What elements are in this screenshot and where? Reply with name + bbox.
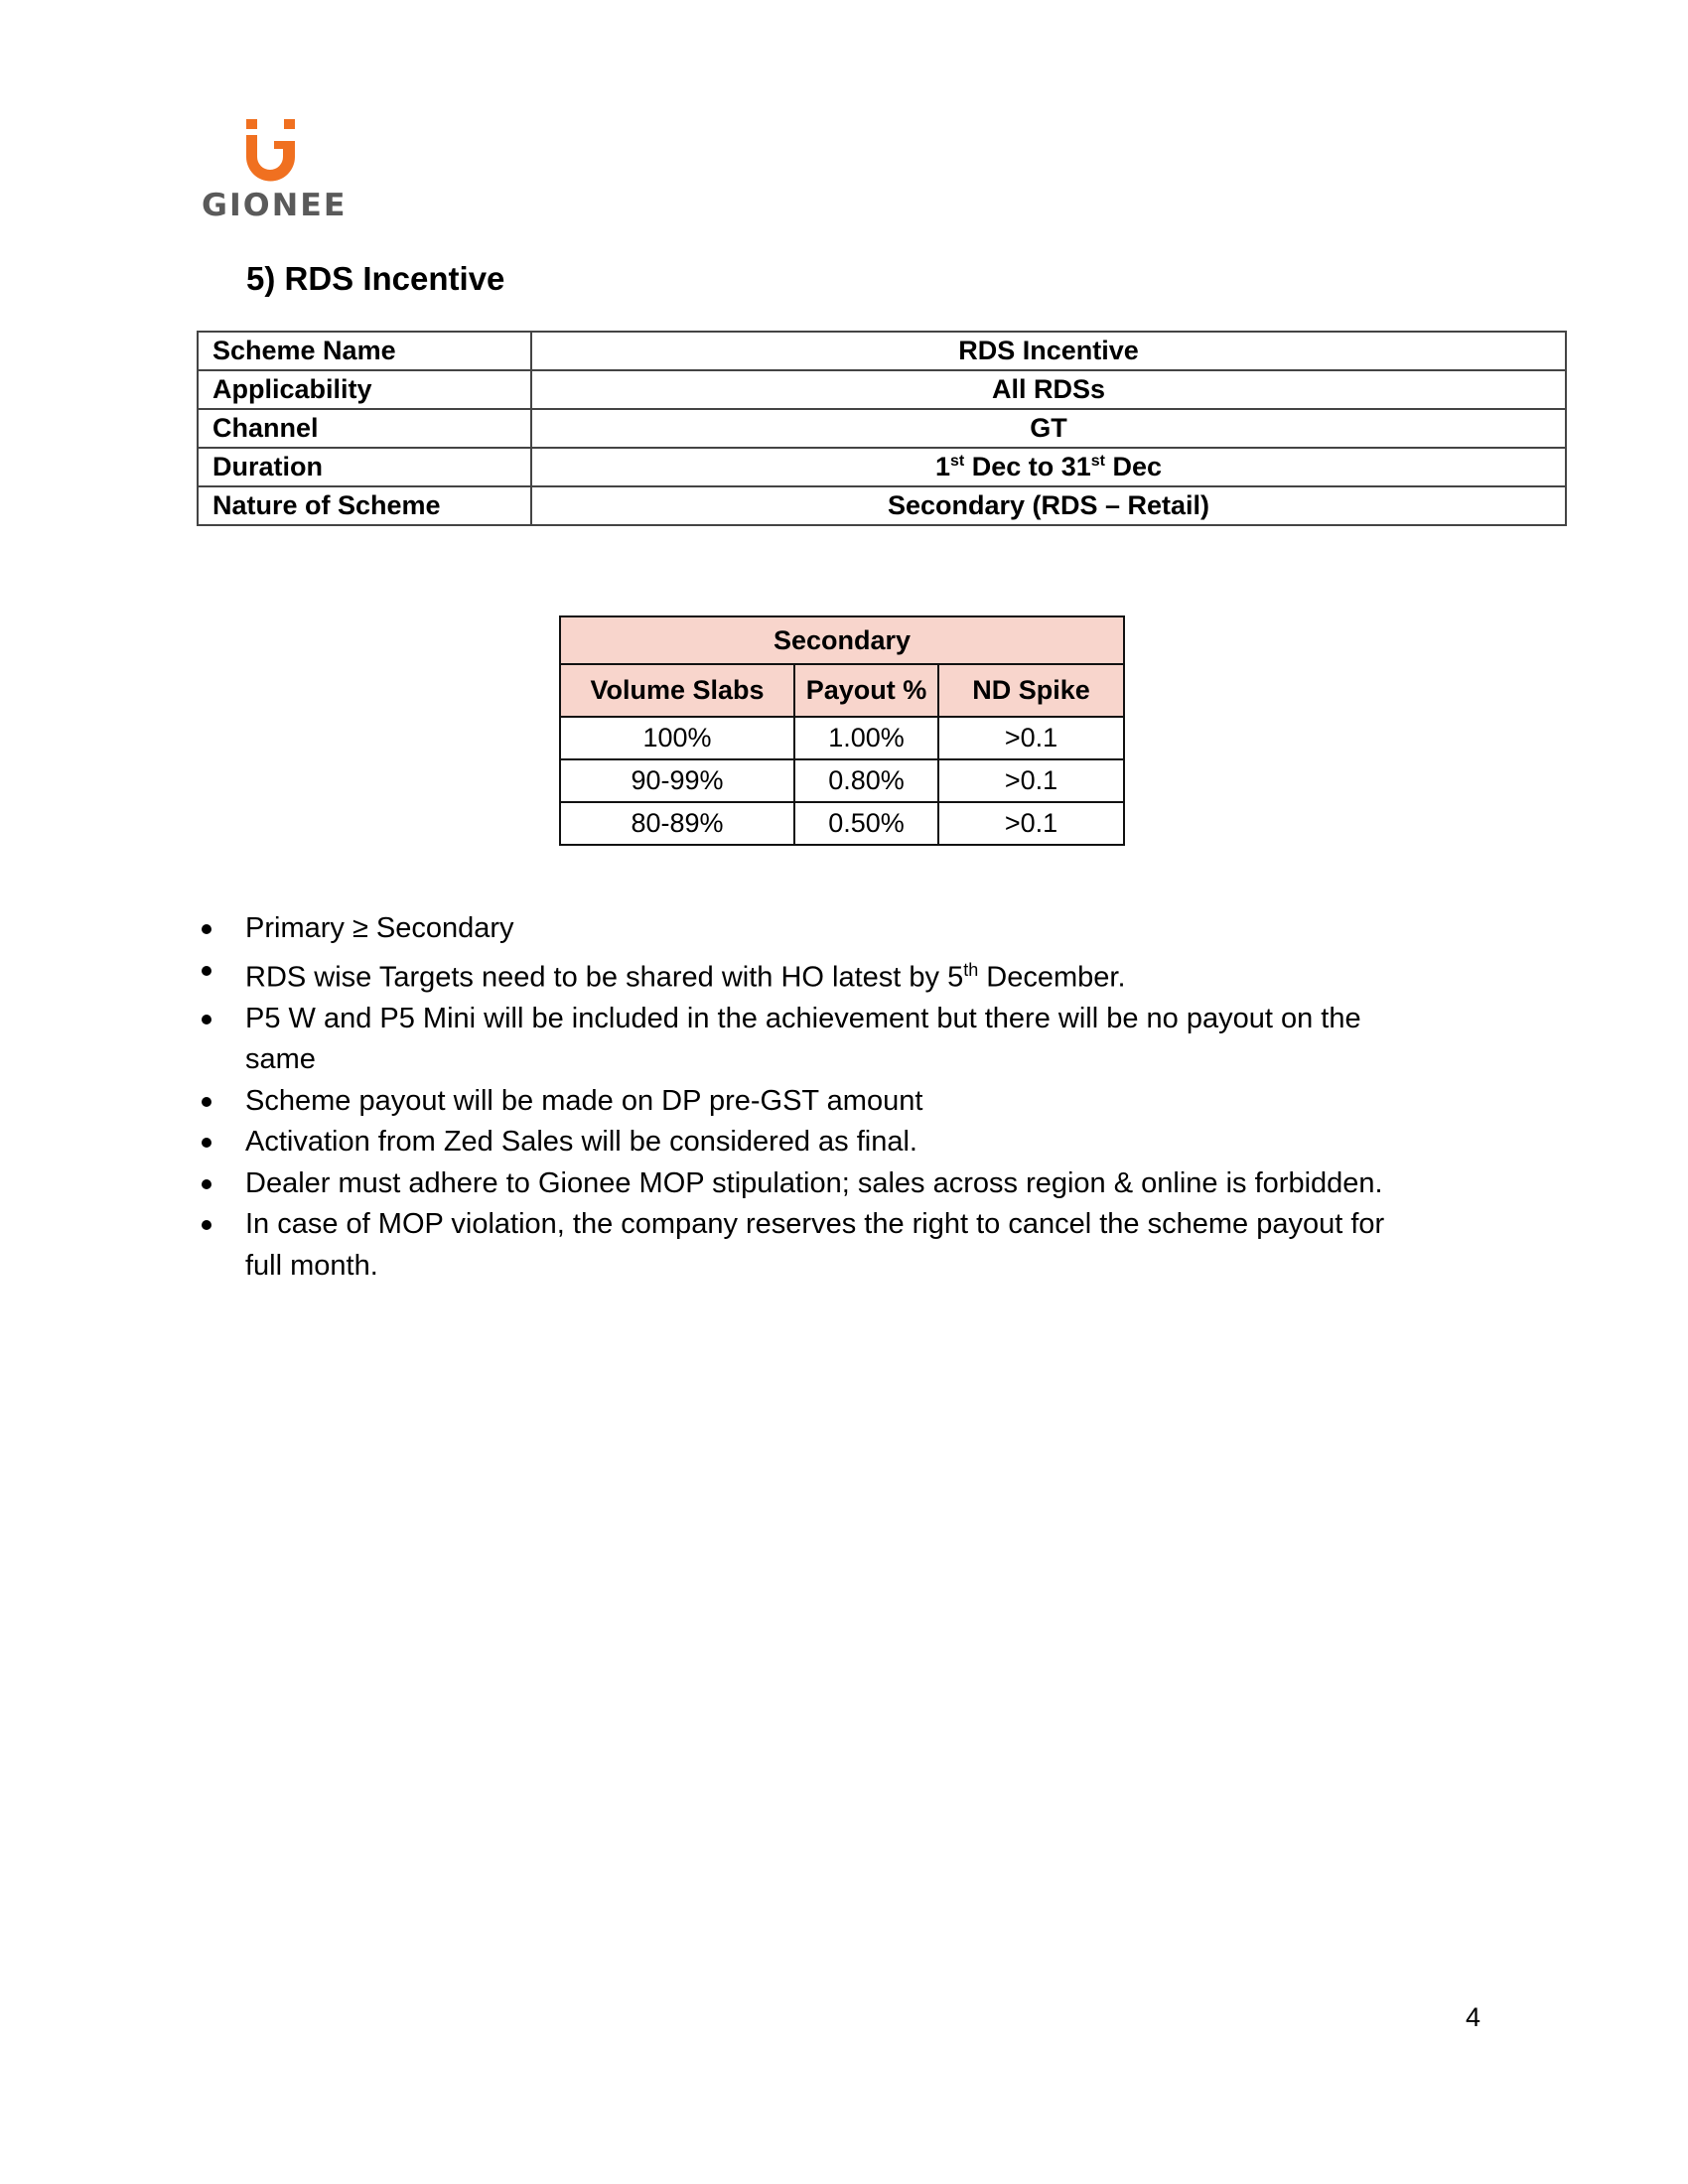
list-item-text: P5 W and P5 Mini will be included in the achievement but there will be no payout on the same: [245, 1002, 1361, 1076]
ordinal-suffix: st: [1090, 453, 1105, 470]
bullet-icon: [202, 966, 211, 976]
ordinal-suffix: th: [963, 959, 979, 980]
duration-start-day: 1: [934, 452, 950, 481]
scheme-name-label: Scheme Name: [198, 332, 531, 370]
table-cell: 100%: [560, 717, 794, 759]
list-item-text: December.: [978, 961, 1126, 994]
page-number: 4: [1466, 2002, 1481, 2032]
list-item: [197, 999, 1487, 1081]
table-cell: 0.50%: [794, 802, 938, 845]
duration-value: [531, 448, 1566, 486]
table-header-row: [560, 664, 1124, 717]
ordinal-suffix: st: [949, 453, 965, 470]
table-cell: 0.80%: [794, 759, 938, 802]
table-cell: 1.00%: [794, 717, 938, 759]
list-item: [197, 1163, 1487, 1205]
nature-value: Secondary (RDS – Retail): [531, 486, 1566, 525]
table-cell: 80-89%: [560, 802, 794, 845]
table-row: [198, 370, 1566, 409]
table-row: [198, 332, 1566, 370]
column-header: Volume Slabs: [560, 664, 794, 717]
applicability-value: All RDSs: [531, 370, 1566, 409]
table-cell: >0.1: [938, 717, 1124, 759]
list-item: [197, 1204, 1487, 1287]
applicability-label: Applicability: [198, 370, 531, 409]
gionee-logo-text: GIONEE: [202, 188, 348, 223]
list-item-text: Primary ≥ Secondary: [245, 912, 514, 944]
table-row: [560, 759, 1124, 802]
channel-label: Channel: [198, 409, 531, 448]
list-item: [197, 950, 1487, 999]
column-header: Payout %: [794, 664, 938, 717]
duration-end-month: Dec: [1105, 452, 1163, 481]
list-item-text: Dealer must adhere to Gionee MOP stipulation; sales across region & online is forbidden.: [245, 1166, 1383, 1199]
bullet-icon: [202, 1015, 211, 1024]
table-cell: >0.1: [938, 759, 1124, 802]
duration-label: Duration: [198, 448, 531, 486]
section-heading: 5) RDS Incentive: [246, 260, 505, 297]
list-item-text: RDS wise Targets need to be shared with HO latest by 5: [245, 961, 964, 994]
bullet-icon: [202, 924, 211, 934]
table-cell: >0.1: [938, 802, 1124, 845]
column-header: ND Spike: [938, 664, 1124, 717]
gionee-logo-icon: [244, 119, 300, 183]
bullet-icon: [202, 1138, 211, 1148]
table-row: [198, 409, 1566, 448]
table-row: [560, 717, 1124, 759]
channel-value: GT: [531, 409, 1566, 448]
gionee-logo: [199, 114, 348, 223]
terms-list: [197, 908, 1487, 1287]
nature-label: Nature of Scheme: [198, 486, 531, 525]
table-row: [560, 802, 1124, 845]
list-item: [197, 908, 1487, 950]
table-row: [198, 448, 1566, 486]
list-item-text: Activation from Zed Sales will be considered as final.: [245, 1126, 917, 1159]
bullet-icon: [202, 1179, 211, 1189]
list-item: [197, 1122, 1487, 1163]
list-item: [197, 1081, 1487, 1123]
table-title-row: [560, 616, 1124, 664]
bullet-icon: [202, 1220, 211, 1230]
table-row: [198, 486, 1566, 525]
list-item-text: In case of MOP violation, the company reserves the right to cancel the scheme payout for full month.: [245, 1208, 1385, 1282]
table-title: Secondary: [560, 616, 1124, 664]
scheme-name-value: RDS Incentive: [531, 332, 1566, 370]
payout-slab-table: [559, 615, 1125, 846]
bullet-icon: [202, 1097, 211, 1107]
duration-middle: Dec to 31: [964, 452, 1091, 481]
table-cell: 90-99%: [560, 759, 794, 802]
list-item-text: Scheme payout will be made on DP pre-GST amount: [245, 1084, 923, 1117]
scheme-info-table: [197, 331, 1567, 526]
